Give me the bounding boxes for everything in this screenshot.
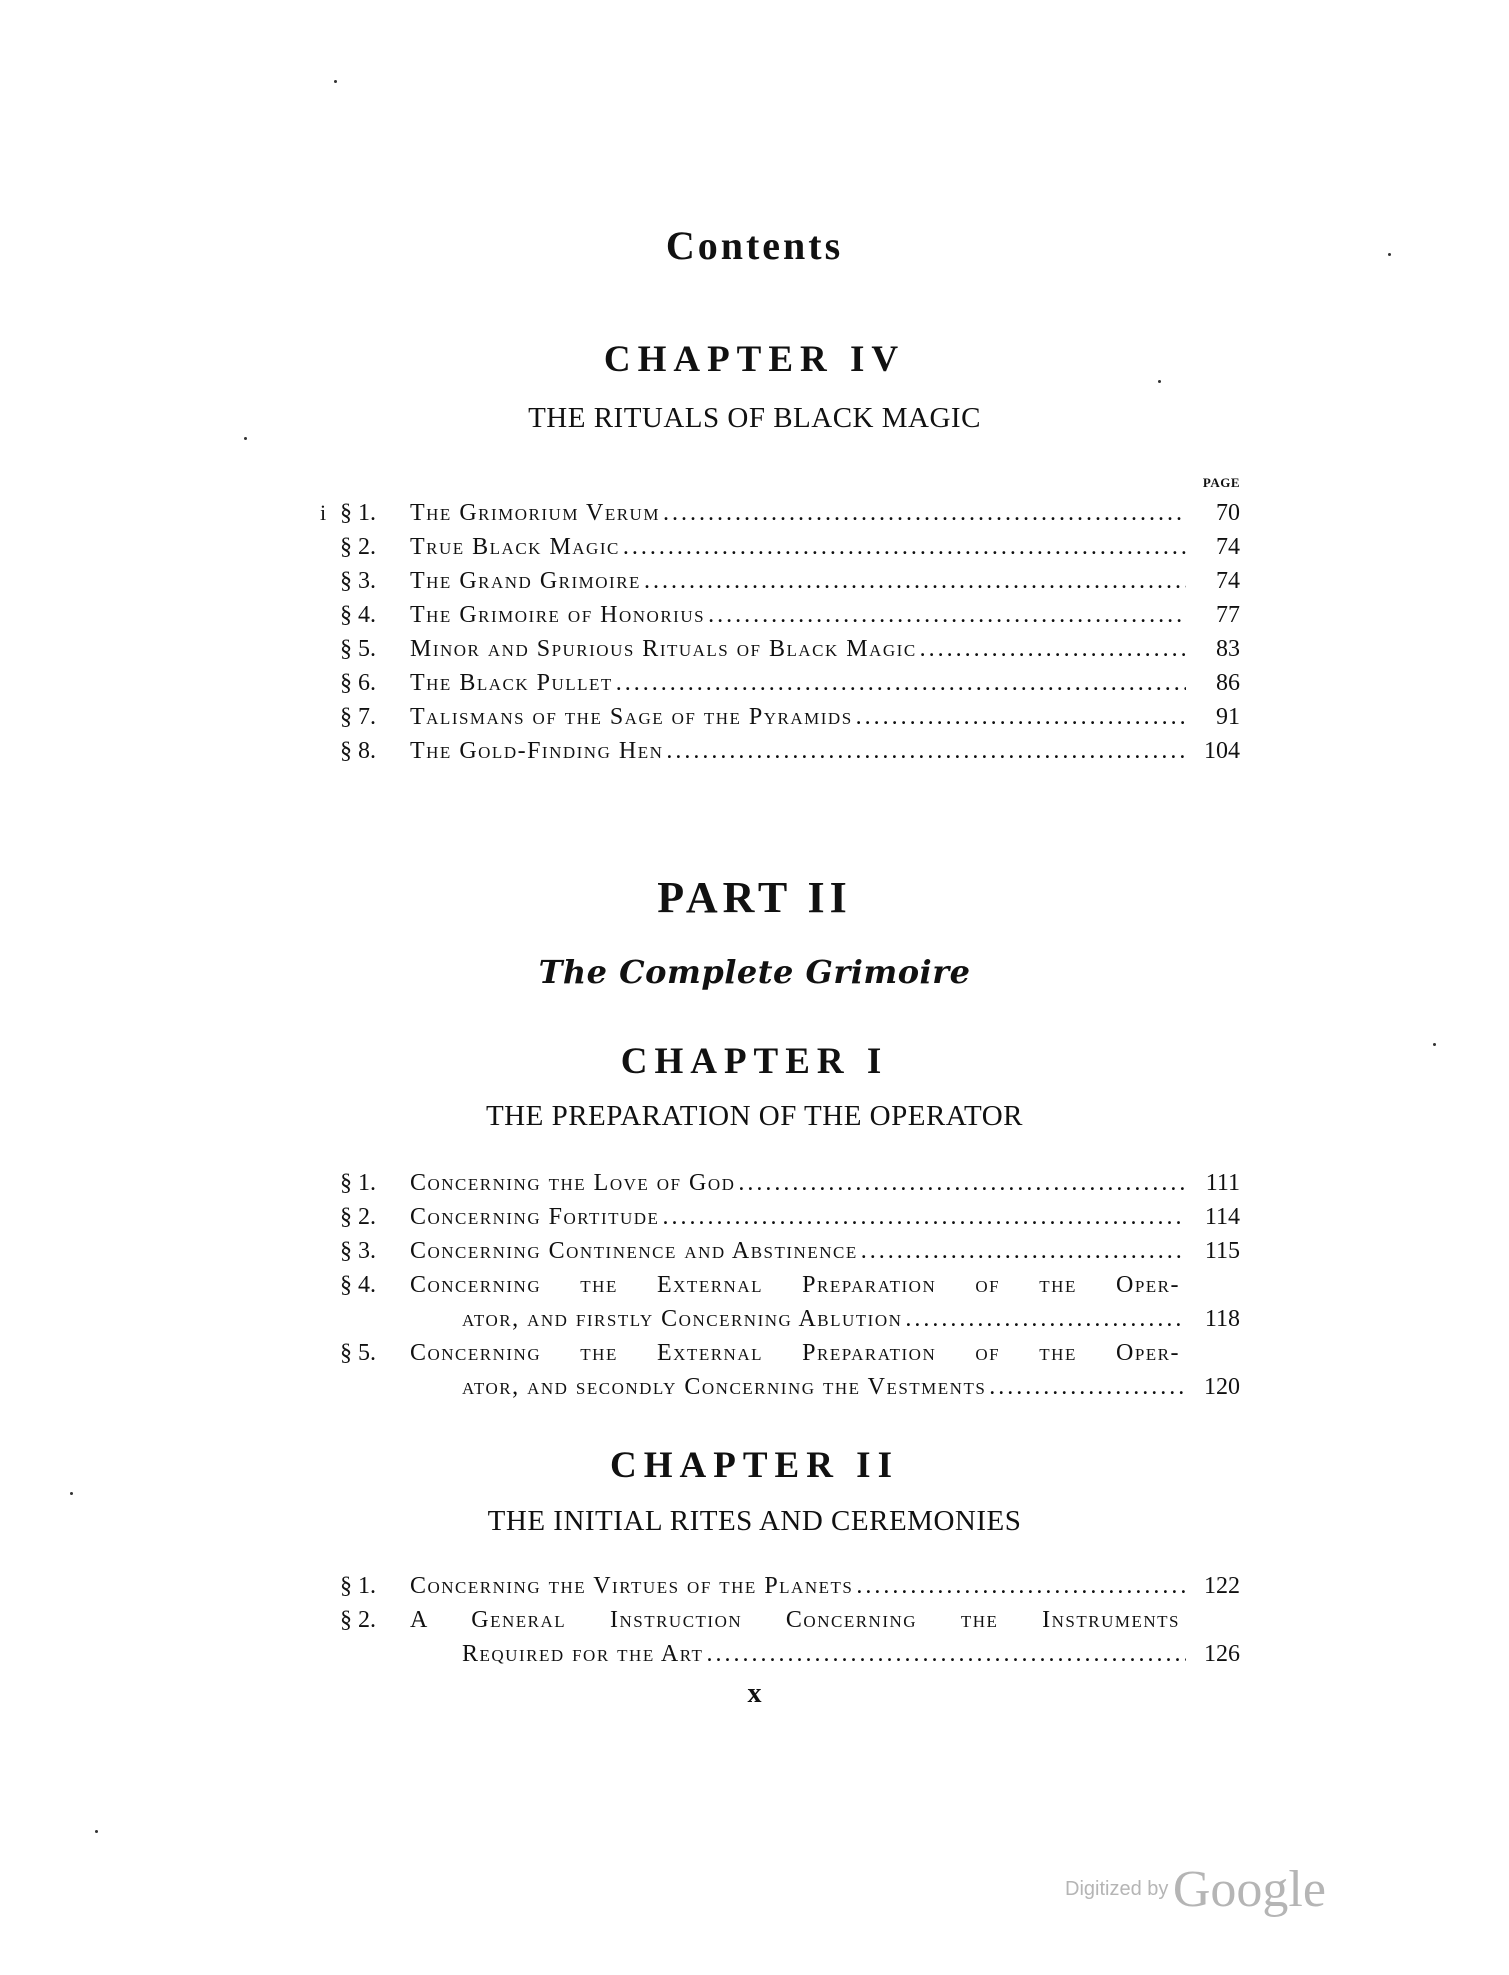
entry-page: 115 [1204,1238,1240,1264]
page-number: x [747,1678,762,1709]
toc-entry [340,602,1240,636]
google-logo: Google [1172,1861,1326,1918]
entry-title: Minor and Spurious Rituals of Black Magic [410,636,917,662]
entry-title: The Grand Grimoire [410,568,641,594]
part-ii-subtitle: The Complete Grimoire [538,953,971,991]
section-number: § 3. [340,568,376,594]
entry-title-continuation: Required for the Art [462,1641,704,1667]
entry-title: Concerning the External Preparation of the Oper- [410,1272,1180,1298]
toc-entry [340,1607,1240,1641]
entry-title: Concerning the External Preparation of the Oper- [410,1340,1180,1366]
section-number: § 1. [340,1170,376,1196]
scan-speck [95,1830,98,1833]
entry-page: 86 [1216,670,1240,696]
scan-speck [1158,380,1161,383]
section-number: § 1. [340,1573,376,1599]
dot-leader [989,1374,1186,1401]
scan-speck [1433,1043,1436,1046]
section-number: § 4. [340,602,376,628]
dot-leader [905,1306,1186,1333]
chapter-ii-subtitle: THE INITIAL RITES AND CEREMONIES [487,1505,1022,1537]
chapter-i-heading: CHAPTER I [620,1041,889,1082]
entry-title-continuation: ator, and secondly Concerning the Vestments [462,1374,987,1400]
section-number: § 5. [340,636,376,662]
entry-title: The Grimoire of Honorius [410,602,706,628]
entry-page: 91 [1216,704,1240,730]
toc-entry [340,1272,1240,1306]
chapter-iv-toc [340,475,1240,772]
margin-mark: i [320,500,327,525]
chapter-i-toc [340,1170,1240,1408]
entry-title: Concerning Fortitude [410,1204,660,1230]
dot-leader [861,1238,1186,1265]
chapter-ii-toc [340,1573,1240,1675]
dot-leader [662,1204,1186,1231]
entry-page: 74 [1216,568,1240,594]
scan-speck [70,1492,73,1495]
entry-title: The Gold-Finding Hen [410,738,664,764]
entry-page: 114 [1204,1204,1240,1230]
dot-leader [856,704,1186,731]
chapter-ii-heading: CHAPTER II [610,1445,899,1486]
chapter-i-subtitle: THE PREPARATION OF THE OPERATOR [485,1100,1024,1132]
dot-leader [644,568,1186,595]
entry-title: The Grimorium Verum [410,500,660,526]
entry-page: 104 [1204,738,1240,764]
toc-entry-continuation [340,1374,1240,1408]
toc-entry [340,704,1240,738]
entry-page: 70 [1216,500,1240,526]
section-number: § 8. [340,738,376,764]
scan-speck [244,437,247,440]
entry-title: Concerning the Virtues of the Planets [410,1573,854,1599]
toc-entry [340,534,1240,568]
scan-speck [1388,253,1391,256]
entry-title: True Black Magic [410,534,620,560]
toc-entry [340,1573,1240,1607]
toc-entry [340,670,1240,704]
contents-heading: Contents [665,223,844,268]
chapter-iv-heading: CHAPTER IV [603,339,906,380]
toc-entry [340,500,1240,534]
entry-title-continuation: ator, and firstly Concerning Ablution [462,1306,903,1332]
entry-page: 126 [1204,1641,1240,1667]
section-number: § 7. [340,704,376,730]
entry-page: 83 [1216,636,1240,662]
entry-title: Concerning Continence and Abstinence [410,1238,858,1264]
dot-leader [623,534,1186,561]
dot-leader [706,1641,1186,1668]
section-number: § 3. [340,1238,376,1264]
toc-entry [340,636,1240,670]
toc-entry-continuation [340,1306,1240,1340]
toc-entry [340,1204,1240,1238]
dot-leader [708,602,1186,629]
entry-title: The Black Pullet [410,670,613,696]
dot-leader [738,1170,1186,1197]
entry-page: 118 [1204,1306,1240,1332]
chapter-iv-subtitle: THE RITUALS OF BLACK MAGIC [528,402,981,434]
entry-title: Talismans of the Sage of the Pyramids [410,704,853,730]
toc-entry [340,1170,1240,1204]
section-number: § 1. [340,500,376,526]
entry-page: 111 [1205,1170,1240,1196]
digitized-watermark [1065,1860,1326,1919]
toc-entry-continuation [340,1641,1240,1675]
part-ii-heading: PART II [657,873,852,922]
section-number: § 2. [340,1204,376,1230]
toc-entry [340,1238,1240,1272]
toc-entry [340,1340,1240,1374]
entry-title: A General Instruction Concerning the Instruments [410,1607,1180,1633]
dot-leader [856,1573,1186,1600]
entry-title: Concerning the Love of God [410,1170,736,1196]
entry-page: 74 [1216,534,1240,560]
section-number: § 6. [340,670,376,696]
dot-leader [663,500,1186,527]
page-column-label: PAGE [1202,475,1240,490]
toc-entry [340,568,1240,602]
watermark-prefix: Digitized by [1065,1878,1169,1900]
section-number: § 2. [340,1607,376,1633]
entry-page: 120 [1204,1374,1240,1400]
entry-page: 77 [1216,602,1240,628]
dot-leader [920,636,1186,663]
dot-leader [616,670,1186,697]
scan-speck [334,80,337,83]
toc-entry [340,738,1240,772]
section-number: § 5. [340,1340,376,1366]
dot-leader [666,738,1186,765]
entry-page: 122 [1204,1573,1240,1599]
section-number: § 2. [340,534,376,560]
section-number: § 4. [340,1272,376,1298]
